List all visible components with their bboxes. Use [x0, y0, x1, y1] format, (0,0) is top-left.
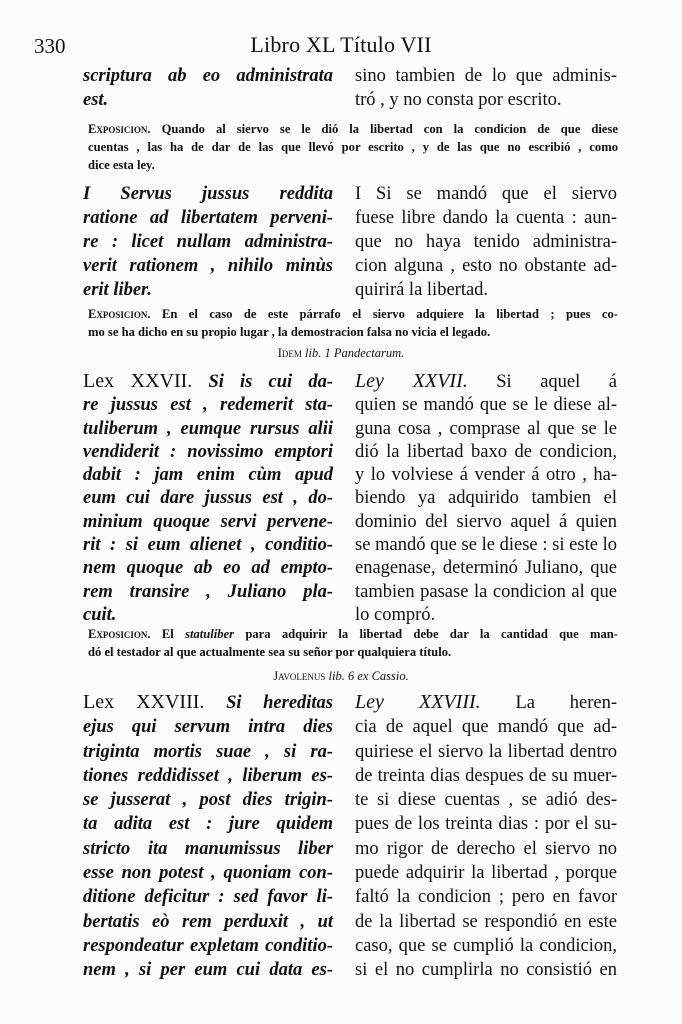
latin-line: Lex XXVIII. Si hereditas	[83, 691, 334, 713]
spanish-line: tró , y no consta por escrito.	[355, 90, 562, 110]
spanish-line: si el no cumplirla no consistió en	[355, 960, 617, 981]
spanish-line: Ley XXVII. Si aquel á	[355, 370, 617, 392]
spanish-line: y lo volviese á vender á otro , ha-	[355, 465, 617, 486]
spanish-line: de la libertad se respondió en este	[355, 911, 617, 932]
spanish-line: I Si se mandó que el siervo	[355, 184, 617, 204]
exposicion-2	[88, 305, 618, 341]
spanish-ley-27	[355, 370, 617, 627]
latin-line: cuit.	[83, 604, 117, 625]
spanish-block-0	[355, 64, 617, 112]
spanish-line: faltó la condicion ; pero en favor	[355, 887, 617, 908]
exposicion-line: Exposicion. En el caso de este párrafo el siervo adquiere la libertad ; pues co-	[88, 307, 618, 321]
latin-line: eum cui dare jussus est , do-	[83, 488, 333, 509]
latin-line: minium quoque servi pervene-	[83, 511, 333, 532]
exposicion-line: dó el testador al que actualmente sea su señor por qualquiera título.	[88, 645, 452, 659]
exposicion-line: dice esta ley.	[88, 158, 155, 172]
latin-block-0	[83, 64, 333, 112]
spanish-line: caso, que se cumplió la condicion,	[355, 935, 617, 956]
exposicion-line: Exposicion. Quando al siervo se le dió la libertad con la condicion de que diese	[88, 122, 618, 136]
latin-line: se jusserat , post dies trigin-	[83, 790, 333, 811]
latin-line: I Servus jussus reddita	[83, 184, 333, 204]
page-number: 330	[34, 34, 66, 58]
latin-lex-27	[83, 370, 333, 627]
spanish-ley-28	[355, 690, 617, 983]
spanish-line: cion alguna , esto no obstante ad-	[355, 256, 617, 276]
latin-line: Lex XXVII. Si is cui da-	[83, 370, 333, 392]
spanish-line: de treinta dias despues de su muer-	[355, 765, 617, 786]
source-work: lib. 1 Pandectarum.	[305, 346, 405, 360]
spanish-line: lo compró.	[355, 604, 436, 625]
spanish-line: se mandó que se le diese : si este lo	[355, 535, 617, 556]
spanish-line: pues de los treinta dias : por el su-	[355, 814, 617, 835]
latin-line: verit rationem , nihilo minùs	[83, 256, 333, 276]
spanish-line: Ley XXVIII. La heren-	[355, 691, 617, 713]
ley-heading: Ley XXVII.	[355, 370, 468, 392]
running-header: Libro XL Título VII	[250, 32, 432, 57]
spanish-line: fuese libre dando la cuenta : aun-	[355, 208, 617, 228]
latin-block-1	[83, 182, 333, 302]
latin-line: ta adita est : jure quidem	[83, 814, 333, 835]
exposicion-line: mo se ha dicho en su propio lugar , la demostracion falsa no vicia el legado.	[88, 325, 491, 339]
spanish-line: cia de aquel que mandó que ad-	[355, 717, 617, 738]
exposicion-line: cuentas , las ha de dar de las que llevó por escrito , y de las que no escribió , como	[88, 140, 618, 154]
source-author: Javolenus	[273, 669, 326, 683]
spanish-line: quiriese el siervo la libertad dentro	[355, 741, 617, 762]
latin-line: triginta mortis suae , si ra-	[83, 741, 333, 762]
source-citation-1	[0, 346, 682, 361]
spanish-line: enagenase, determinó Juliano, que	[355, 558, 617, 579]
spanish-line: quirirá la libertad.	[355, 280, 489, 300]
spanish-line: que no haya tenido administra-	[355, 232, 617, 252]
latin-line: ditione deficitur : sed favor li-	[83, 887, 333, 908]
latin-line: nem quoque ab eo ad empto-	[83, 558, 333, 579]
source-author: Idem	[277, 346, 302, 360]
ley-heading: Ley XXVIII.	[355, 691, 481, 713]
exposicion-label: Exposicion.	[88, 122, 151, 136]
spanish-line: tambien pasase la condicion al que	[355, 581, 617, 602]
latin-line: ratione ad libertatem perveni-	[83, 208, 333, 228]
latin-line: erit liber.	[83, 280, 152, 300]
exposicion-line: Exposicion. El statuliber para adquirir la libertad debe dar la cantidad que man-	[88, 627, 618, 641]
latin-line: respondeatur expletam conditio-	[83, 935, 333, 956]
spanish-line: dominio del siervo aquel á quien	[355, 511, 617, 532]
latin-line: tiones reddidisset , liberum es-	[83, 765, 333, 786]
exposicion-label: Exposicion.	[88, 627, 151, 641]
latin-line: stricto ita manumissus liber	[83, 838, 333, 859]
spanish-line: mo rigor de derecho el siervo no	[355, 838, 617, 859]
latin-line: rit : si eum alienet , conditio-	[83, 535, 333, 556]
latin-line: esse non potest , quoniam con-	[83, 863, 333, 884]
spanish-line: quien se mandó que se le diese al-	[355, 395, 617, 416]
latin-line: bertatis eò rem perduxit , ut	[83, 911, 333, 932]
latin-line: ejus qui servum intra dies	[83, 717, 333, 738]
latin-line: re : licet nullam administra-	[83, 232, 333, 252]
latin-line: dabit : jam enim cùm apud	[83, 465, 333, 486]
spanish-block-1	[355, 182, 617, 302]
latin-line: est.	[83, 90, 109, 110]
latin-lex-28	[83, 690, 333, 983]
lex-heading: Lex XXVIII.	[83, 691, 205, 713]
latin-line: tuliberum , eumque rursus alii	[83, 418, 333, 439]
source-work: lib. 6 ex Cassio.	[328, 669, 409, 683]
lex-heading: Lex XXVII.	[83, 370, 193, 392]
source-citation-2	[0, 669, 682, 684]
latin-line: nem , si per eum cui data es-	[83, 960, 333, 981]
latin-line: vendiderit : novissimo emptori	[83, 441, 333, 462]
exposicion-3	[88, 625, 618, 661]
latin-line: scriptura ab eo administrata	[83, 66, 333, 86]
spanish-line: puede adquirir la libertad , porque	[355, 863, 617, 884]
latin-line: re jussus est , redemerit sta-	[83, 395, 333, 416]
spanish-line: te si diese cuentas , se adió des-	[355, 790, 617, 811]
spanish-line: guna cosa , comprase al que se le	[355, 418, 617, 439]
spanish-line: dió la libertad baxo de condicion,	[355, 441, 617, 462]
spanish-line: biendo ya adquirido tambien el	[355, 488, 617, 509]
latin-line: rem transire , Juliano pla-	[83, 581, 333, 602]
exposicion-label: Exposicion.	[88, 307, 151, 321]
exposicion-1	[88, 120, 618, 174]
statuliber-term: statuliber	[185, 627, 235, 641]
spanish-line: sino tambien de lo que adminis-	[355, 66, 617, 86]
